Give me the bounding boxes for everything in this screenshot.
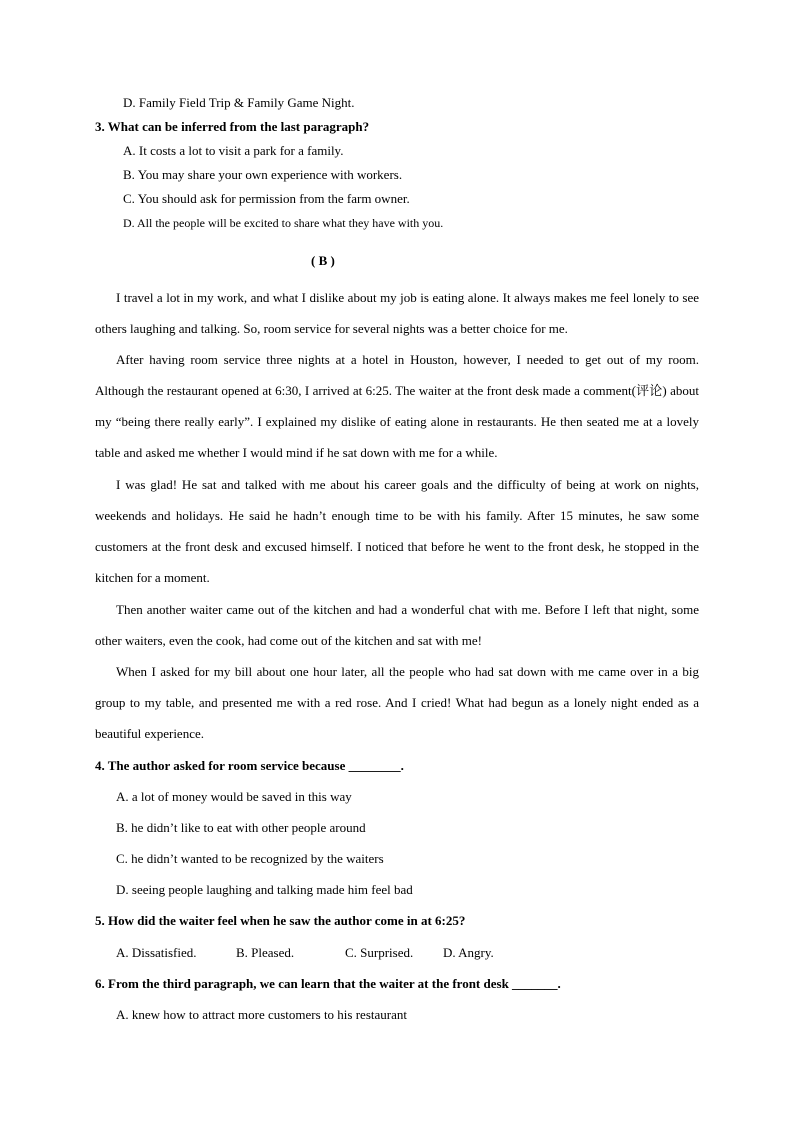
q5-option-c: C. Surprised. [345,945,414,960]
q3-option-d: D. All the people will be excited to share what they have with you. [123,216,444,230]
q4-option-c: C. he didn’t wanted to be recognized by the waiters [116,851,384,866]
passage-paragraph-2: After having room service three nights at a hotel in Houston, however, I needed to get out of my room. Although the restaurant opened at 6:30, I arrived at 6:25. The waiter at the front desk made a comment(评论) about my “being there really early”. I explained my dislike of eating alone in restaurants. He then seated me at a lovely table and asked me whether I would mind if he sat down with me for a while. [95,352,699,460]
passage-paragraph-3: I was glad! He sat and talked with me about his career goals and the difficulty of being at work on nights, weekends and holidays. He said he hadn’t enough time to be with his family. After 15 minutes, he saw some customers at the front desk and excused himself. I noticed that before he went to the front desk, he stopped in the kitchen for a moment. [95,477,699,585]
q5-option-d: D. Angry. [443,945,494,960]
q5-question: 5. How did the waiter feel when he saw the author come in at 6:25? [95,913,466,928]
q3-option-a: A. It costs a lot to visit a park for a family. [123,143,344,158]
q3-option-b: B. You may share your own experience with workers. [123,167,403,182]
passage-paragraph-4: Then another waiter came out of the kitchen and had a wonderful chat with me. Before I left that night, some other waiters, even the cook, had come out of the kitchen and sat with me! [95,602,699,648]
section-heading-b: ( B ) [311,253,335,268]
passage-paragraph-1: I travel a lot in my work, and what I dislike about my job is eating alone. It always makes me feel lonely to see others laughing and talking. So, room service for several nights was a better choice for me. [95,290,699,336]
q6-question: 6. From the third paragraph, we can learn that the waiter at the front desk _______. [95,976,561,991]
q4-option-b: B. he didn’t like to eat with other people around [116,820,366,835]
q4-option-d: D. seeing people laughing and talking made him feel bad [116,882,413,897]
passage-paragraph-5: When I asked for my bill about one hour later, all the people who had sat down with me came over in a big group to my table, and presented me with a red rose. And I cried! What had begun as a lonely night ended as a beautiful experience. [95,664,699,741]
q4-option-a: A. a lot of money would be saved in this way [116,789,352,804]
q3-option-c: C. You should ask for permission from the farm owner. [123,191,410,206]
q2-option-d: D. Family Field Trip & Family Game Night. [123,95,355,110]
q3-question: 3. What can be inferred from the last paragraph? [95,119,370,134]
q5-option-a: A. Dissatisfied. [116,945,197,960]
q6-option-a: A. knew how to attract more customers to his restaurant [116,1007,407,1022]
q5-option-b: B. Pleased. [236,945,295,960]
q4-question: 4. The author asked for room service because ________. [95,758,404,773]
